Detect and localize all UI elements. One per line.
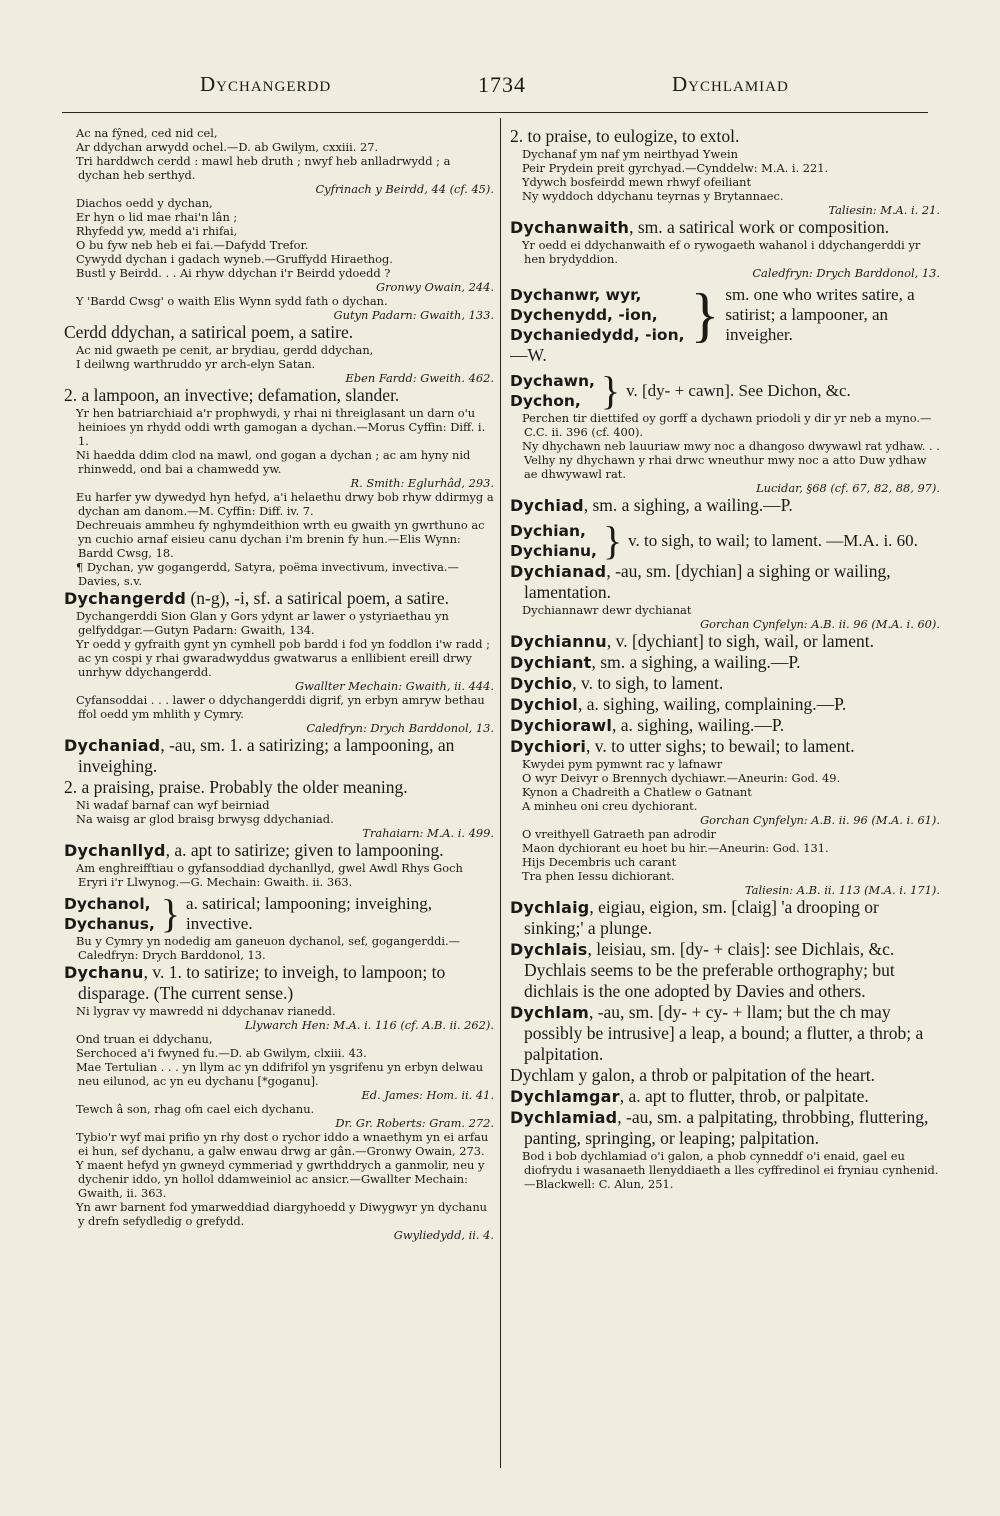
citation-text: Ar ddychan arwydd ochel.—D. ab Gwilym, cxxiii. 27.: [76, 140, 379, 154]
citation-source: Gronwy Owain, 244.: [375, 280, 494, 294]
citation-text: Ond truan ei ddychanu,: [76, 1032, 213, 1046]
page-number: 1734: [478, 72, 526, 97]
citation-text: Kwydei pym pymwnt rac y lafnawr: [522, 757, 723, 771]
citation-source: Gwyliedydd, ii. 4.: [393, 1228, 494, 1242]
citation-text: Tri harddwch cerdd : mawl heb druth ; nwyf heb anlladrwydd ; a dychan heb serthyd.: [76, 154, 451, 182]
citation-source: Taliesin: M.A. i. 21.: [828, 203, 940, 217]
headword-group: [510, 521, 597, 561]
grouped-entry: [510, 368, 940, 413]
citation-text: O wyr Deivyr o Brennych dychiawr.—Aneurin: God. 49.: [522, 771, 841, 785]
citation-text: O bu fyw neb heb ei fai.—Dafydd Trefor.: [76, 238, 309, 252]
headword: Dychangerdd: [64, 589, 187, 608]
definition: , -au, sm. [dychian] a sighing or wailing, lamentation.: [524, 561, 891, 602]
headword: Dychenydd, -ion,: [510, 306, 658, 324]
definition: , v. to sigh, to lament.: [572, 673, 724, 693]
sense-line: 2. a praising, praise. Probably the older meaning.: [64, 777, 408, 797]
running-header: [0, 72, 1000, 108]
citation-text: Bustl y Beirdd. . . Ai rhyw ddychan i'r Beirdd ydoedd ?: [76, 266, 391, 280]
citation-source: Dr. Gr. Roberts: Gram. 272.: [335, 1116, 494, 1130]
citation-text: Am enghreifftiau o gyfansoddiad dychanllyd, gwel Awdl Rhys Goch Eryri i'r Llwynog.—G. Mechain: Gwaith. ii. 363.: [76, 861, 463, 889]
citation-text: O vreithyell Gatraeth pan adrodir: [522, 827, 717, 841]
citation-source: Llywarch Hen: M.A. i. 116 (cf. A.B. ii. 262).: [244, 1018, 494, 1032]
definition: (n-g), -i, sf. a satirical poem, a satire.: [186, 588, 449, 608]
citation-text: Eu harfer yw dywedyd hyn hefyd, a'i helaethu drwy bob rhyw ddirmyg a dychan am danom.—M. Cyffin: Diff. iv. 7.: [76, 490, 494, 518]
citation-text: Ac nid gwaeth pe cenit, ar brydiau, gerdd ddychan,: [76, 343, 374, 357]
definition: , a. apt to flutter, throb, or palpitate.: [619, 1086, 869, 1106]
headword: Dychiol: [510, 695, 578, 714]
definition: , -au, sm. 1. a satirizing; a lampooning, an inveighing.: [78, 735, 455, 776]
citation-text: Cywydd dychan i gadach wyneb.—Gruffydd Hiraethog.: [76, 252, 393, 266]
right-column: [510, 126, 940, 1191]
header-first-word: Dychangerdd: [200, 72, 332, 96]
sense-line: Cerdd ddychan, a satirical poem, a satire.: [64, 322, 354, 342]
citation-text: Na waisg ar glod braisg brwysg ddychaniad.: [76, 812, 334, 826]
definition: , v. 1. to satirize; to inveigh, to lampoon; to disparage. (The current sense.): [78, 962, 446, 1003]
citation-source: R. Smith: Eglurhâd, 293.: [350, 476, 494, 490]
citation-source: Eben Fardd: Gweith. 462.: [345, 371, 494, 385]
dictionary-entry: [510, 561, 940, 603]
definition: v. to sigh, to wail; to lament. —M.A. i. 60.: [628, 531, 918, 550]
citation-text: Ny wyddoch ddychanu teyrnas y Brytannaec.: [522, 189, 784, 203]
headword: Dychanllyd: [64, 841, 166, 860]
citation-source: Trahaiarn: M.A. i. 499.: [362, 826, 494, 840]
headword: Dychaniad: [64, 736, 161, 755]
citation-text: Dechreuais ammheu fy nghymdeithion wrth eu gwaith yn gwrthuno ac yn cuchio arnaf eisieu canu dychan i'm brenin fy hun.—Elis Wynn: Bardd Cwsg, 18.: [76, 518, 485, 560]
dictionary-entry: [510, 897, 940, 939]
headword: Dychianu,: [510, 542, 597, 560]
citation-text: Rhyfedd yw, medd a'i rhifai,: [76, 224, 238, 238]
citation-text: Hijs Decembris uch carant: [522, 855, 677, 869]
dictionary-entry: [510, 673, 940, 694]
grouped-entry: [510, 518, 940, 563]
citation-text: Ydywch bosfeirdd mewn rhwyf ofeiliant: [522, 175, 752, 189]
dictionary-entry: [510, 631, 940, 652]
left-column: [64, 126, 494, 1242]
citation-source: Caledfryn: Drych Barddonol, 13.: [752, 266, 940, 280]
headword: Dychanu: [64, 963, 144, 982]
headword: Dychanus,: [64, 915, 155, 933]
citation-text: Bod i bob dychlamiad o'i galon, a phob cynneddf o'i enaid, gael eu diofrydu i wasanaeth llenyddiaeth a lles cyffredinol ei fryniau cynhenid.—Blackwell: C. Alun, 251.: [522, 1149, 939, 1191]
citation-text: Bu y Cymry yn nodedig am ganeuon dychanol, sef, gogangerddi.—Caledfryn: Drych Barddonol, 13.: [76, 934, 461, 962]
dictionary-entry: [64, 588, 494, 609]
headword: Dychawn,: [510, 372, 595, 390]
brace-glyph: }: [600, 368, 621, 413]
citation-text: Y maent hefyd yn gwneyd cymmeriad y gwrthddrych a ganmolir, neu y dychenir iddo, yn hollol ddamweiniol ac ansicr.—Gwallter Mechain: Gwaith, ii. 363.: [76, 1158, 485, 1200]
citation-source: Gwallter Mechain: Gwaith, ii. 444.: [295, 679, 494, 693]
dictionary-entry: [510, 939, 940, 1002]
citation-source: Lucidar, §68 (cf. 67, 82, 88, 97).: [756, 481, 940, 495]
definition: , v. [dychiant] to sigh, wail, or lament.: [606, 631, 874, 651]
citation-text: Tewch â son, rhag ofn cael eich dychanu.: [76, 1102, 315, 1116]
brace-glyph: }: [602, 518, 623, 563]
citation-text: Ni lygrav vy mawredd ni ddychanav rianedd.: [76, 1004, 336, 1018]
citation-source: Gorchan Cynfelyn: A.B. ii. 96 (M.A. i. 60).: [700, 617, 940, 631]
headword: Dychlais: [510, 940, 588, 959]
definition: , -au, sm. [dy- + cy- + llam; but the ch may possibly be intrusive] a leap, a bound; a flutter, a throb; a palpitation.: [524, 1002, 924, 1064]
definition: , sm. a sighing, a wailing.—P.: [583, 495, 793, 515]
headword-group: [510, 371, 595, 411]
headword: Dychanwr, wyr,: [510, 286, 642, 304]
headword: Dychlamgar: [510, 1087, 620, 1106]
dictionary-entry: [64, 840, 494, 861]
dictionary-entry: [510, 1086, 940, 1107]
dictionary-entry: [510, 217, 940, 238]
definition: v. [dy- + cawn]. See Dichon, &c.: [626, 381, 851, 400]
definition: , a. sighing, wailing.—P.: [612, 715, 785, 735]
citation-text: Dychanaf ym naf ym neirthyad Ywein: [522, 147, 738, 161]
headword: Dychian,: [510, 522, 586, 540]
headword: Dychiant: [510, 653, 592, 672]
definition: sm. one who writes satire, a satirist; a lampooner, an inveigher.: [725, 285, 915, 344]
citation-text: Tybio'r wyf mai prifio yn rhy dost o rychor iddo a wnaethym yn ei arfau ei hun, sef dychanu, a galw enwau drwg ar gân.—Gronwy Owain, 273.: [76, 1130, 489, 1158]
citation-text: Yr hen batriarchiaid a'r prophwydi, y rhai ni threiglasant un darn o'u heinioes yn rhydd oddi wrth gamogan a dychan.—Morus Cyffin: Diff. i. 1.: [76, 406, 486, 448]
citation-text: Ac na fŷned, ced nid cel,: [76, 126, 218, 140]
definition: , sm. a sighing, a wailing.—P.: [591, 652, 801, 672]
citation-source: Caledfryn: Drych Barddonol, 13.: [306, 721, 494, 735]
headword: Dychlaig: [510, 898, 590, 917]
dictionary-entry: [510, 1107, 940, 1149]
headword: Dychiannu: [510, 632, 607, 651]
definition: a. satirical; lampooning; inveighing, invective.: [186, 894, 433, 933]
headword: Dychon,: [510, 392, 581, 410]
citation-text: Perchen tir diettifed oy gorff a dychawn priodoli y dir yr neb a myno.—C.C. ii. 396 (cf. 400).: [522, 411, 932, 439]
citation-text: Yr oedd ei ddychanwaith ef o rywogaeth wahanol i ddychangerddi yr hen brydyddion.: [522, 238, 921, 266]
citation-text: Peir Prydein preit gyrchyad.—Cynddelw: M.A. i. 221.: [522, 161, 829, 175]
brace-glyph: }: [160, 891, 181, 936]
sense-line: 2. to praise, to eulogize, to extol.: [510, 126, 740, 146]
dictionary-entry: [510, 1002, 940, 1065]
definition: , -au, sm. a palpitating, throbbing, fluttering, panting, springing, or leaping; palpitation.: [524, 1107, 929, 1148]
dictionary-entry: [64, 735, 494, 777]
headword: Dychiorawl: [510, 716, 613, 735]
definition: , eigiau, eigion, sm. [claig] 'a drooping or sinking;' a plunge.: [524, 897, 879, 938]
definition: , a. sighing, wailing, complaining.—P.: [577, 694, 847, 714]
headword: Dychio: [510, 674, 573, 693]
citation-text: Er hyn o lid mae rhai'n lân ;: [76, 210, 238, 224]
dictionary-entry: [510, 694, 940, 715]
citation-source: Taliesin: A.B. ii. 113 (M.A. i. 171).: [744, 883, 940, 897]
headword: Dychaniedydd, -ion,: [510, 326, 685, 344]
citation-text: Cyfansoddai . . . lawer o ddychangerddi digrif, yn erbyn amryw bethau ffol oedd ym mhlith y Cymry.: [76, 693, 485, 721]
citation-source: Gutyn Padarn: Gwaith, 133.: [333, 308, 494, 322]
definition: , a. apt to satirize; given to lampooning.: [165, 840, 444, 860]
headword: Dychanwaith: [510, 218, 630, 237]
citation-text: Dychangerddi Sion Glan y Gors ydynt ar lawer o ystyriaethau yn gelfyddgar.—Gutyn Padarn: Gwaith, 134.: [76, 609, 449, 637]
headword-group: [510, 285, 685, 345]
citation-text: Ny dhychawn neb lauuriaw mwy noc a dhangoso dwywawl rat ydhaw. . . Velhy ny dhychawn y rhai drwc wneuthur mwy noc a atto Duw ydhaw ae dhwywawl rat.: [522, 439, 940, 481]
citation-text: Serchoced a'i fwyned fu.—D. ab Gwilym, clxiii. 43.: [76, 1046, 367, 1060]
citation-text: Dychiannawr dewr dychianat: [522, 603, 692, 617]
headword-group: [64, 894, 155, 934]
citation-text: Ni wadaf barnaf can wyf beirniad: [76, 798, 270, 812]
citation-text: Kynon a Chadreith a Chatlew o Gatnant: [522, 785, 752, 799]
headword: Dychianad: [510, 562, 607, 581]
citation-text: Yr oedd y gyfraith gynt yn cymhell pob bardd i fod yn foddlon i'w radd ; ac yn cospi y rhai gwaradwyddus gwatwarus a enllibient ereill drwy unrhyw ddychangerdd.: [76, 637, 491, 679]
citation-text: I deilwng warthruddo yr arch-elyn Satan.: [76, 357, 316, 371]
citation-source: Gorchan Cynfelyn: A.B. ii. 96 (M.A. i. 61).: [700, 813, 940, 827]
grouped-entry: [64, 891, 494, 936]
headword: Dychanol,: [64, 895, 151, 913]
citation-source: Ed. James: Hom. ii. 41.: [361, 1088, 494, 1102]
citation-text: Tra phen Iessu dichiorant.: [522, 869, 675, 883]
sense-line: —W.: [510, 345, 547, 365]
citation-text: Y 'Bardd Cwsg' o waith Elis Wynn sydd fath o dychan.: [76, 294, 388, 308]
grouped-entry: [510, 282, 940, 348]
citation-source: Cyfrinach y Beirdd, 44 (cf. 45).: [315, 182, 494, 196]
sense-line: 2. a lampoon, an invective; defamation, slander.: [64, 385, 400, 405]
citation-text: A minheu oni creu dychiorant.: [522, 799, 698, 813]
definition: , v. to utter sighs; to bewail; to lament.: [586, 736, 855, 756]
headword: Dychlamiad: [510, 1108, 618, 1127]
dictionary-entry: [510, 652, 940, 673]
headword: Dychiori: [510, 737, 587, 756]
citation-text: Diachos oedd y dychan,: [76, 196, 213, 210]
dictionary-entry: [510, 495, 940, 516]
header-rule: [62, 112, 928, 113]
citation-text: Mae Tertulian . . . yn llym ac yn ddifrifol yn ysgrifenu yn erbyn delwau neu eilunod, ac yn eu dychanu [*goganu].: [76, 1060, 484, 1088]
definition: , leisiau, sm. [dy- + clais]: see Dichlais, &c. Dychlais seems to be the preferable orthography; but dichlais is the one adopted by Davies and others.: [524, 939, 895, 1001]
column-divider: [500, 118, 501, 1468]
dictionary-entry: [510, 736, 940, 757]
citation-text: Yn awr barnent fod ymarweddiad diargyhoedd y Diwygwyr yn dychanu y drefn sefydledig o grefydd.: [76, 1200, 487, 1228]
citation-text: Ni haedda ddim clod na mawl, ond gogan a dychan ; ac am hyny nid rhinwedd, ond bai a chamwedd yw.: [76, 448, 471, 476]
sense-line: Dychlam y galon, a throb or palpitation of the heart.: [510, 1065, 875, 1085]
dictionary-entry: [510, 715, 940, 736]
header-last-word: Dychlamiad: [672, 72, 789, 96]
dictionary-entry: [64, 962, 494, 1004]
citation-text: ¶ Dychan, yw gogangerdd, Satyra, poëma invectivum, invectiva.—Davies, s.v.: [76, 560, 459, 588]
brace-glyph: }: [690, 282, 720, 348]
headword: Dychiad: [510, 496, 584, 515]
citation-text: Maon dychiorant eu hoet bu hir.—Aneurin: God. 131.: [522, 841, 829, 855]
definition: , sm. a satirical work or composition.: [629, 217, 890, 237]
headword: Dychlam: [510, 1003, 589, 1022]
